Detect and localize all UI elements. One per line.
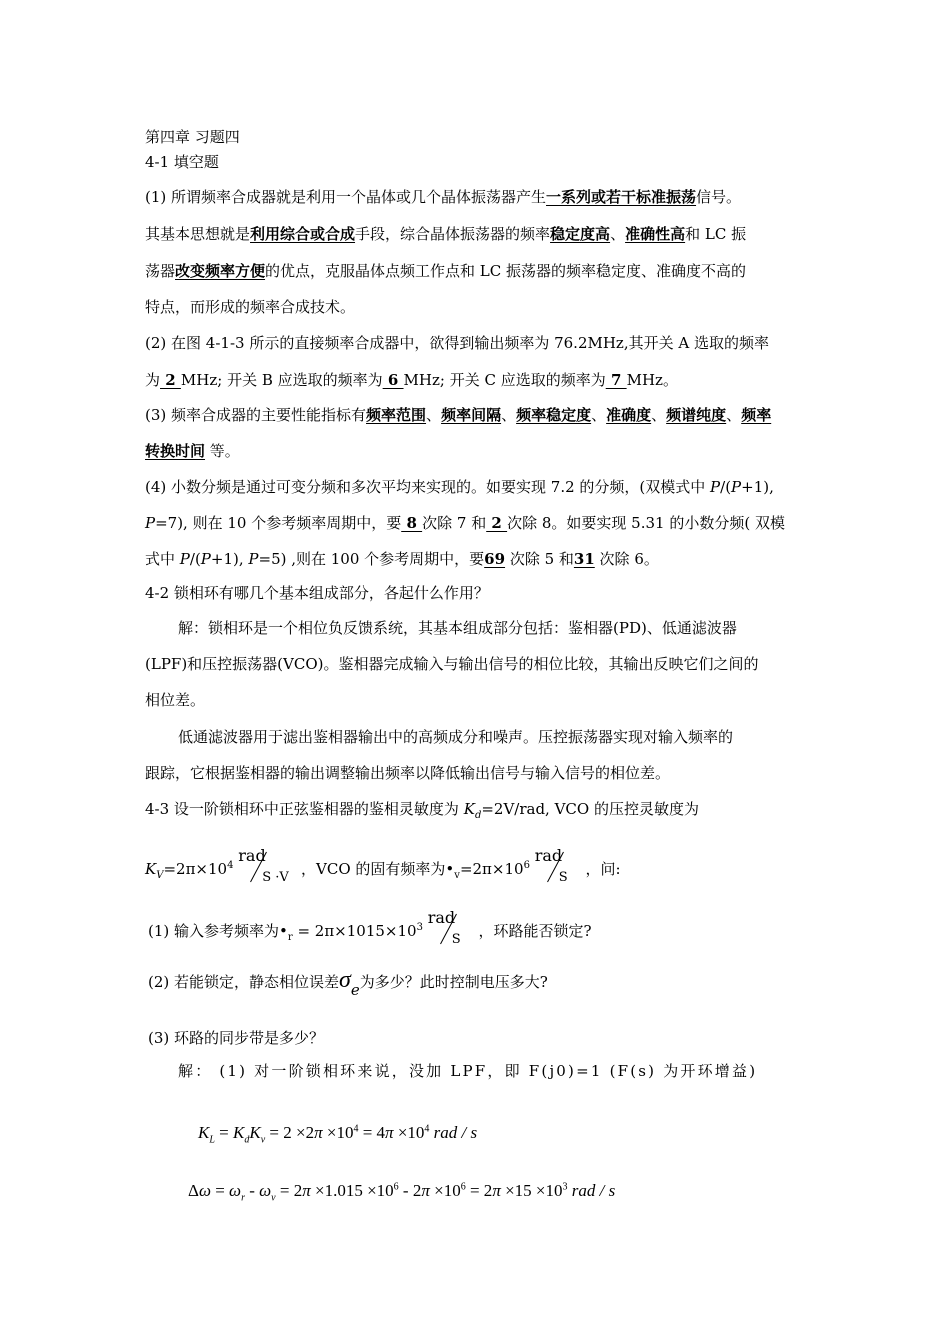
q41-p4-line1: (4) 小数分频是通过可变分频和多次平均来实现的。如要实现 7.2 的分频，(双模式中 P/(P+1),	[145, 478, 774, 496]
q41-p2-line1: (2) 在图 4-1-3 所示的直接频率合成器中，欲得到输出频率为 76.2MHz,其开关 A 选取的频率	[145, 334, 769, 352]
unit-fraction-rad-per-s-2: rad S	[427, 908, 461, 947]
q41-p3-line1: (3) 频率合成器的主要性能指标有频率范围、频率间隔、频率稳定度、准确度、频谱纯度、频率	[145, 406, 772, 424]
chapter-heading: 第四章 习题四	[145, 128, 240, 146]
equation-loop-gain: $K_L = K_dK_v = 2 \times 2\pi \times 10^4 = 4\pi \times 10^4$ rad / s	[198, 1123, 478, 1146]
q41-p3-line2: 转换时间 等。	[145, 442, 240, 460]
q41-p1-line1: (1) 所谓频率合成器就是利用一个晶体或几个晶体振荡器产生一系列或若干标准振荡信号。	[145, 188, 742, 206]
q42-answer-line3: 相位差。	[145, 691, 206, 709]
q43-subq2: (2) 若能锁定，静态相位误差$\sigma_e$为多少？此时控制电压多大?	[148, 967, 548, 999]
q41-p4-line3: 式中 P/(P+1), P=5) ,则在 100 个参考周期中，要69 次除 5 和31 次除 6。	[145, 550, 659, 568]
q41-p2-line2: 为 2 MHz; 开关 B 应选取的频率为 6 MHz; 开关 C 应选取的频率为 7 MHz。	[145, 371, 678, 389]
q41-title: 4-1 填空题	[145, 153, 219, 171]
q42-title: 4-2 锁相环有哪几个基本组成部分，各起什么作用？	[145, 584, 489, 602]
q42-answer-line4: 低通滤波器用于滤出鉴相器输出中的高频成分和噪声。压控振荡器实现对输入频率的	[178, 728, 734, 746]
q42-answer-line5: 跟踪，它根据鉴相器的输出调整输出频率以降低输出信号与输入信号的相位差。	[145, 764, 671, 782]
q41-p1-line3: 荡器改变频率方便的优点，克服晶体点频工作点和 LC 振荡器的频率稳定度、准确度不高的	[145, 262, 747, 280]
q43-line1: 4-3 设一阶锁相环中正弦鉴相器的鉴相灵敏度为 $K_d=2V$/rad, VCO 的压控灵敏度为	[145, 800, 699, 821]
q43-subq3: (3) 环路的同步带是多少？	[148, 1029, 325, 1047]
q43-line2: $K_V=2\pi\times 10^4$ rad S ·V ，VCO 的固有频率为$•_v=2\pi\times 10^6$ rad S ，问:	[145, 846, 621, 885]
q41-p4-line2: P=7), 则在 10 个参考频率周期中，要 8 次除 7 和 2 次除 8。如要实现 5.31 的小数分频( 双模	[145, 514, 785, 532]
unit-fraction-rad-per-s: rad S	[534, 846, 568, 885]
q42-answer-line2: (LPF)和压控振荡器(VCO)。鉴相器完成输入与输出信号的相位比较，其输出反映它们之间的	[145, 655, 759, 673]
q42-answer-line1: 解：锁相环是一个相位负反馈系统，其基本组成部分包括：鉴相器(PD)、低通滤波器	[178, 619, 737, 637]
q41-p1-line4: 特点，而形成的频率合成技术。	[145, 298, 356, 316]
equation-frequency-offset: $\Delta\omega = \omega_r - \omega_v = 2\pi \times 1.015 \times 10^6 - 2\pi \times 10^6 = 2\pi \times 15 \times 10^3$ rad / s	[188, 1181, 616, 1204]
q43-solution-intro: 解： (1) 对一阶锁相环来说，没加 LPF，即 F(j0)=1 (F(s) 为开环增益)	[178, 1062, 758, 1080]
q41-p1-line2: 其基本思想就是利用综合或合成手段，综合晶体振荡器的频率稳定度高、准确性高和 LC 振	[145, 225, 747, 243]
unit-fraction-rad-per-sv: rad S ·V	[238, 846, 289, 885]
q43-subq1: (1) 输入参考频率为$•_r = 2\pi\times 1015\times 10^3$ rad S ，环路能否锁定?	[148, 908, 592, 947]
